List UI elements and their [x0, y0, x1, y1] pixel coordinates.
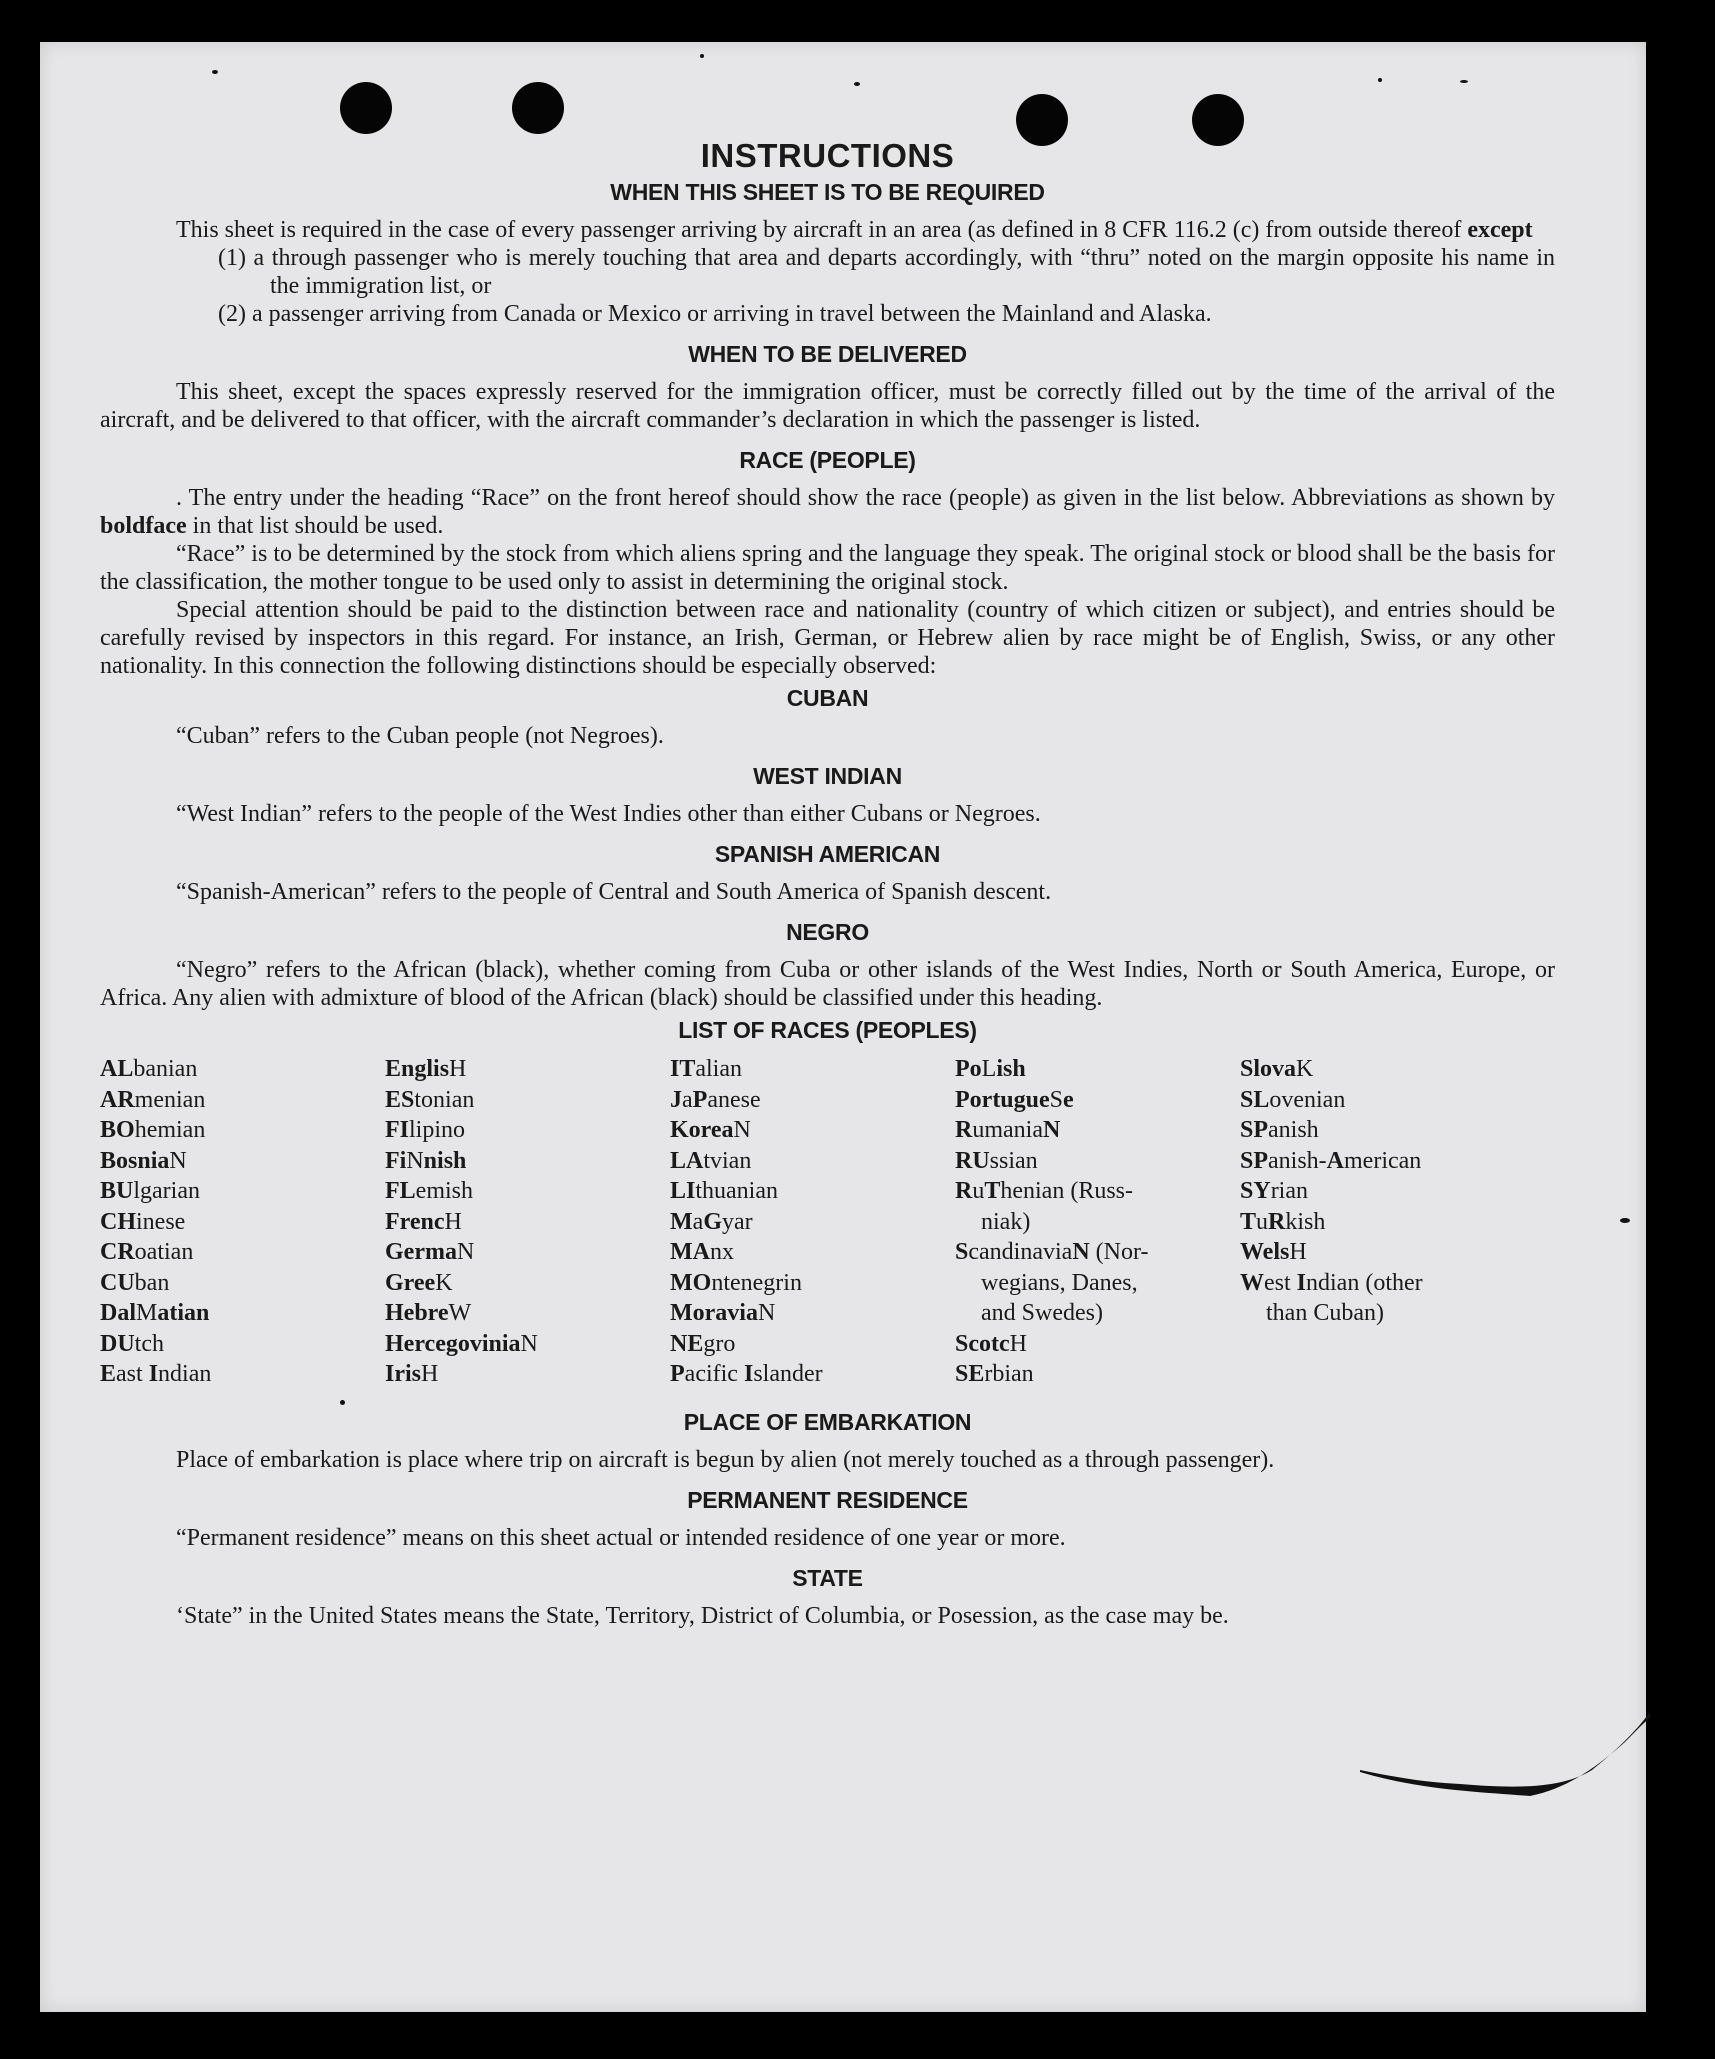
race-entry-part: than Cuban): [1266, 1300, 1384, 1326]
race-column: [100, 1054, 385, 1390]
race-entry-part: N: [1072, 1239, 1090, 1265]
race-entry-part: acific: [684, 1361, 744, 1387]
race-entry-part: H: [1009, 1330, 1027, 1357]
race-entry-part: AR: [100, 1086, 135, 1113]
race-entry-part: tvian: [703, 1147, 752, 1174]
instructions-content: [100, 130, 1555, 1630]
race-entry-part: candinavia: [968, 1239, 1073, 1265]
race-entry-part: henian (Russ-: [1000, 1178, 1134, 1204]
race-entry-part: MO: [670, 1269, 712, 1296]
race-entry: [100, 1054, 385, 1085]
race-entry-part: I: [743, 1361, 754, 1387]
race-entry-part: R: [1268, 1208, 1286, 1235]
race-entry-part: G: [703, 1208, 722, 1235]
race-entry: [1240, 1085, 1525, 1116]
race-entry: [955, 1146, 1240, 1177]
race-entry-part: kish: [1285, 1208, 1326, 1235]
race-entry: [1240, 1207, 1525, 1238]
race-entry-part: ndian (other: [1306, 1269, 1423, 1296]
race-entry: [1240, 1054, 1525, 1085]
race-entry-part: I: [148, 1361, 159, 1387]
race-entry: [670, 1176, 955, 1207]
race-entry: [1240, 1146, 1525, 1177]
race-entry-part: MA: [670, 1239, 710, 1265]
speck: [1378, 78, 1382, 82]
race-entry-part: P: [692, 1086, 708, 1113]
race-text: . The entry under the heading “Race” on the front hereof should show the race (people) as given in the list below. Abbreviations as shown by: [176, 485, 1555, 511]
requirement-item: (2) a passenger arriving from Canada or Mexico or arriving in travel between the Mainland and Alaska.: [218, 301, 1212, 327]
race-entry-part: a: [692, 1208, 704, 1235]
section-heading-west-indian: WEST INDIAN: [753, 763, 902, 789]
race-entry-part: gro: [703, 1330, 736, 1357]
race-entry: [955, 1268, 1240, 1299]
race-entry-part: SP: [1240, 1147, 1269, 1174]
race-entry-part: emish: [415, 1178, 473, 1204]
race-entry: [385, 1146, 670, 1177]
section-heading-negro: NEGRO: [786, 919, 869, 945]
race-entry-part: anish-: [1268, 1147, 1327, 1174]
race-entry: [385, 1207, 670, 1238]
race-entry-part: niak): [981, 1208, 1031, 1235]
race-entry-part: thuanian: [695, 1178, 778, 1204]
race-entry-part: I: [1296, 1269, 1307, 1296]
race-entry: [670, 1268, 955, 1299]
race-entry-part: CH: [100, 1208, 136, 1235]
race-entry-part: N: [169, 1147, 187, 1174]
race-entry: [385, 1298, 670, 1329]
race-entry-part: Scotc: [955, 1330, 1010, 1357]
race-entry-part: AL: [100, 1056, 134, 1082]
race-entry-part: Portugue: [955, 1086, 1050, 1113]
race-entry: [385, 1115, 670, 1146]
race-entry-part: Korea: [670, 1117, 734, 1143]
race-entry-part: Gree: [385, 1269, 436, 1296]
race-entry-part: Wels: [1240, 1239, 1290, 1265]
race-entry-part: W: [1240, 1269, 1264, 1296]
race-column: [385, 1054, 670, 1390]
race-entry-part: T: [984, 1178, 1001, 1204]
race-entry-part: FI: [385, 1117, 409, 1143]
requirement-intro: This sheet is required in the case of every passenger arriving by aircraft in an area (as defined in 8 CFR 116.2 (c) from outside thereof: [176, 217, 1462, 243]
race-entry: [955, 1329, 1240, 1360]
race-entry-part: ban: [134, 1269, 170, 1296]
spanish-american-paragraph: “Spanish-American” refers to the people of Central and South America of Spanish descent.: [176, 879, 1052, 905]
punch-hole: [340, 82, 392, 134]
race-column: [1240, 1054, 1525, 1390]
race-entry-part: Hercegovinia: [385, 1330, 521, 1357]
race-entry: [1240, 1298, 1525, 1329]
race-entry-part: ast: [116, 1361, 149, 1387]
race-entry-part: RU: [955, 1147, 990, 1174]
race-entry: [955, 1359, 1240, 1390]
race-entry-part: and Swedes): [981, 1300, 1103, 1326]
race-list: [100, 1054, 1555, 1390]
race-entry-part: A: [1326, 1147, 1345, 1174]
section-heading-when-required: WHEN THIS SHEET IS TO BE REQUIRED: [610, 179, 1045, 205]
race-entry: [670, 1329, 955, 1360]
race-entry-part: Po: [955, 1056, 982, 1082]
race-entry: [670, 1207, 955, 1238]
west-indian-paragraph: “West Indian” refers to the people of the West Indies other than either Cubans or Negroes.: [176, 801, 1041, 827]
race-entry-part: tch: [134, 1330, 164, 1357]
race-entry-part: CU: [100, 1269, 135, 1296]
race-paragraph-2: “Race” is to be determined by the stock from which aliens spring and the language they speak. The original stock or blood shall be the basis for the classification, the mother tongue to be used only to assist in determining the original stock.: [100, 541, 1555, 595]
race-entry-part: E: [100, 1361, 117, 1387]
race-entry: [670, 1115, 955, 1146]
race-entry: [100, 1115, 385, 1146]
race-entry: [100, 1085, 385, 1116]
race-entry: [385, 1329, 670, 1360]
race-entry-part: T: [1240, 1208, 1257, 1235]
race-entry-part: L: [981, 1056, 997, 1082]
punch-hole: [512, 82, 564, 134]
race-entry-part: H: [444, 1208, 462, 1235]
race-entry-part: N: [733, 1117, 751, 1143]
section-heading-embarkation: PLACE OF EMBARKATION: [683, 1408, 972, 1435]
race-entry: [100, 1359, 385, 1390]
race-entry-part: anese: [707, 1086, 761, 1113]
race-entry-part: N: [456, 1239, 475, 1265]
race-entry: [670, 1085, 955, 1116]
race-entry-part: nx: [709, 1239, 734, 1265]
race-entry: [385, 1176, 670, 1207]
race-entry: [100, 1237, 385, 1268]
race-entry-part: Bosnia: [100, 1147, 170, 1174]
race-entry-part: CR: [100, 1239, 135, 1265]
race-entry-part: N: [406, 1147, 424, 1174]
race-entry-part: nish: [423, 1147, 467, 1174]
race-entry: [670, 1054, 955, 1085]
race-entry: [955, 1115, 1240, 1146]
race-entry-part: oatian: [134, 1239, 194, 1265]
race-entry: [100, 1176, 385, 1207]
race-entry-part: wegians, Danes,: [981, 1269, 1138, 1296]
race-entry: [385, 1237, 670, 1268]
speck: [212, 70, 218, 74]
race-entry-part: tonian: [414, 1086, 475, 1113]
race-entry-part: FL: [385, 1178, 416, 1204]
cuban-paragraph: “Cuban” refers to the Cuban people (not Negroes).: [176, 723, 664, 749]
race-boldface: boldface: [100, 513, 187, 539]
section-heading-state: STATE: [792, 1564, 863, 1591]
race-entry-part: N: [520, 1330, 538, 1357]
race-entry-part: Frenc: [385, 1208, 445, 1235]
race-entry-part: rian: [1270, 1178, 1308, 1204]
race-column: [955, 1054, 1240, 1390]
race-entry-part: S: [955, 1239, 969, 1265]
race-entry-part: LA: [670, 1147, 704, 1174]
race-text: in that list should be used.: [192, 513, 444, 539]
race-entry-part: K: [1296, 1056, 1314, 1082]
residence-paragraph: “Permanent residence” means on this sheet actual or intended residence of one year or more.: [176, 1524, 1066, 1551]
race-entry: [670, 1298, 955, 1329]
race-entry-part: LI: [670, 1178, 696, 1204]
race-entry-part: est: [1264, 1269, 1297, 1296]
race-entry-part: H: [449, 1056, 467, 1082]
race-entry-part: Germa: [385, 1239, 457, 1265]
race-entry-part: yar: [721, 1208, 753, 1235]
race-entry-part: R: [955, 1117, 973, 1143]
race-entry: [100, 1329, 385, 1360]
race-entry-part: Slova: [1240, 1056, 1297, 1082]
race-entry: [1240, 1237, 1525, 1268]
race-entry-part: ish: [996, 1056, 1026, 1082]
race-entry-part: P: [670, 1361, 685, 1387]
race-entry: [385, 1054, 670, 1085]
section-heading-race: RACE (PEOPLE): [739, 447, 916, 473]
section-heading-spanish-american: SPANISH AMERICAN: [714, 841, 941, 867]
speck: [1620, 1218, 1630, 1223]
race-entry-part: ssian: [989, 1147, 1038, 1174]
race-entry: [955, 1176, 1240, 1207]
race-entry-part: Hebre: [385, 1300, 449, 1326]
race-entry: [100, 1268, 385, 1299]
race-entry-part: R: [955, 1178, 973, 1204]
race-entry-part: Fi: [385, 1147, 407, 1174]
race-entry-part: slander: [753, 1361, 823, 1387]
race-entry-part: umania: [972, 1117, 1043, 1143]
race-column: [670, 1054, 955, 1390]
race-entry: [670, 1146, 955, 1177]
section-heading-permanent-residence: PERMANENT RESIDENCE: [687, 1486, 968, 1513]
race-entry-part: u: [972, 1178, 985, 1204]
race-entry-part: menian: [134, 1086, 206, 1113]
race-entry: [955, 1237, 1240, 1268]
race-entry: [100, 1146, 385, 1177]
race-entry-part: SL: [1240, 1086, 1270, 1113]
race-entry: [385, 1359, 670, 1390]
speck: [700, 54, 704, 58]
race-entry: [670, 1359, 955, 1390]
state-paragraph: ‘State” in the United States means the State, Territory, District of Columbia, or Posession, as the case may be.: [176, 1602, 1229, 1629]
race-entry-part: (Nor-: [1089, 1239, 1149, 1265]
race-entry: [1240, 1115, 1525, 1146]
requirement-except: except: [1467, 217, 1533, 243]
race-entry-part: alian: [695, 1056, 742, 1082]
race-entry-part: e: [1063, 1086, 1074, 1113]
race-entry-part: J: [670, 1086, 682, 1113]
race-entry: [955, 1054, 1240, 1085]
race-entry-part: u: [1256, 1208, 1269, 1235]
race-entry-part: BO: [100, 1117, 135, 1143]
race-entry-part: banian: [133, 1056, 198, 1082]
race-entry: [955, 1085, 1240, 1116]
race-entry-part: SE: [955, 1361, 985, 1387]
race-entry: [955, 1298, 1240, 1329]
race-entry: [1240, 1268, 1525, 1299]
race-entry-part: Iris: [385, 1361, 421, 1387]
race-entry-part: hemian: [134, 1117, 206, 1143]
race-entry-part: atian: [157, 1300, 210, 1326]
race-entry: [955, 1207, 1240, 1238]
race-entry: [670, 1237, 955, 1268]
section-heading-cuban: CUBAN: [786, 685, 869, 711]
race-entry-part: rbian: [984, 1361, 1034, 1387]
race-entry-part: H: [1289, 1239, 1307, 1265]
race-entry: [385, 1268, 670, 1299]
race-paragraph-1: [100, 484, 1555, 540]
race-entry-part: M: [670, 1208, 693, 1235]
race-entry-part: W: [448, 1300, 472, 1326]
race-entry-part: ovenian: [1269, 1086, 1346, 1113]
race-entry-part: S: [1049, 1086, 1064, 1113]
requirement-item: (1) a through passenger who is merely touching that area and departs accordingly, with “thru” noted on the margin opposite his name in the immigration list, or: [218, 245, 1555, 299]
race-entry: [385, 1085, 670, 1116]
embarkation-paragraph: Place of embarkation is place where trip on aircraft is begun by alien (not merely touched as a through passenger).: [176, 1446, 1275, 1473]
race-entry-part: Moravia: [670, 1300, 758, 1326]
race-entry-part: Englis: [385, 1056, 450, 1082]
race-entry-part: ES: [385, 1086, 415, 1113]
race-entry-part: ntenegrin: [711, 1269, 802, 1296]
race-entry-part: a: [682, 1086, 693, 1113]
race-entry-part: SP: [1240, 1117, 1269, 1143]
torn-edge: [1360, 1712, 1650, 1832]
requirement-paragraph: [100, 216, 1555, 244]
race-entry-part: lgarian: [133, 1178, 200, 1204]
race-entry: [100, 1298, 385, 1329]
race-entry-part: inese: [136, 1208, 186, 1235]
race-entry-part: Dal: [100, 1300, 136, 1326]
race-entry-part: N: [1042, 1117, 1061, 1143]
race-entry-part: SY: [1240, 1178, 1271, 1204]
section-heading-list-of-races: LIST OF RACES (PEOPLES): [678, 1017, 977, 1043]
race-entry-part: K: [435, 1269, 453, 1296]
speck: [854, 82, 860, 86]
race-entry-part: M: [136, 1300, 158, 1326]
race-entry-part: DU: [100, 1330, 135, 1357]
page-title: INSTRUCTIONS: [700, 137, 955, 174]
speck: [1460, 80, 1468, 83]
race-entry-part: H: [421, 1361, 439, 1387]
race-entry-part: NE: [670, 1330, 704, 1357]
race-entry-part: ndian: [158, 1361, 212, 1387]
race-entry-part: lipino: [409, 1117, 466, 1143]
race-entry-part: BU: [100, 1178, 134, 1204]
race-paragraph-3: Special attention should be paid to the distinction between race and nationality (country of which citizen or subject), and entries should be carefully revised by inspectors in this regard. For instance, an Irish, German, or Hebrew alien by race might be of English, Swiss, or any other nationality. In this connection the following distinctions should be especially observed:: [100, 597, 1555, 679]
negro-paragraph: “Negro” refers to the African (black), whether coming from Cuba or other islands of the West Indies, North or South America, Europe, or Africa. Any alien with admixture of blood of the African (black) should be classified under this heading.: [100, 957, 1555, 1011]
race-entry-part: merican: [1344, 1147, 1422, 1174]
race-entry-part: IT: [670, 1056, 696, 1082]
race-entry-part: N: [757, 1300, 776, 1326]
race-entry: [100, 1207, 385, 1238]
delivery-paragraph: This sheet, except the spaces expressly reserved for the immigration officer, must be correctly filled out by the time of the arrival of the aircraft, and be delivered to that officer, with the aircraft commander’s declaration in which the passenger is listed.: [100, 379, 1555, 433]
section-heading-when-delivered: WHEN TO BE DELIVERED: [688, 341, 967, 367]
race-entry: [1240, 1176, 1525, 1207]
race-entry-part: anish: [1268, 1117, 1319, 1143]
